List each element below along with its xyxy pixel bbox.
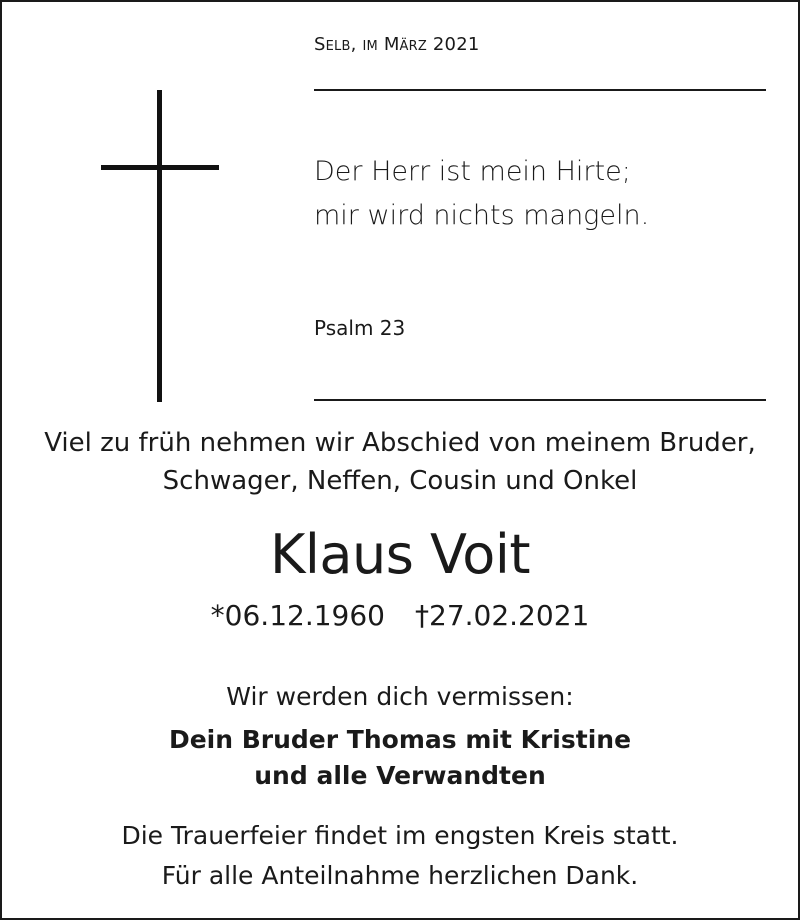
verse-line: mir wird nichts mangeln.: [314, 200, 650, 231]
bottom-divider: [314, 399, 766, 401]
closing-line: Für alle Anteilnahme herzlichen Dank.: [161, 861, 639, 890]
mourners-line: Dein Bruder Thomas mit Kristine: [168, 725, 632, 754]
mourners-line: und alle Verwandten: [254, 761, 546, 790]
top-divider: [314, 89, 766, 91]
place-date: Selb, im März 2021: [314, 34, 480, 55]
closing-line: Die Trauerfeier findet im engsten Kreis statt.: [121, 821, 679, 850]
bible-verse: [314, 150, 649, 238]
life-dates: [2, 598, 798, 634]
cross-horizontal-bar: [101, 165, 219, 170]
deceased-name: Klaus Voit: [270, 523, 530, 586]
intro-text: [2, 424, 798, 500]
closing-text: [2, 816, 798, 896]
cross-vertical-bar: [157, 90, 162, 402]
intro-line: Schwager, Neffen, Cousin und Onkel: [162, 466, 638, 496]
verse-line: Der Herr ist mein Hirte;: [314, 156, 631, 187]
birth-date: *06.12.1960: [210, 599, 385, 632]
death-date: †27.02.2021: [415, 599, 590, 632]
verse-source: Psalm 23: [314, 316, 406, 340]
intro-line: Viel zu früh nehmen wir Abschied von meinem Bruder,: [44, 428, 756, 458]
miss-line: Wir werden dich vermissen:: [226, 682, 574, 711]
mourners: [2, 722, 798, 794]
